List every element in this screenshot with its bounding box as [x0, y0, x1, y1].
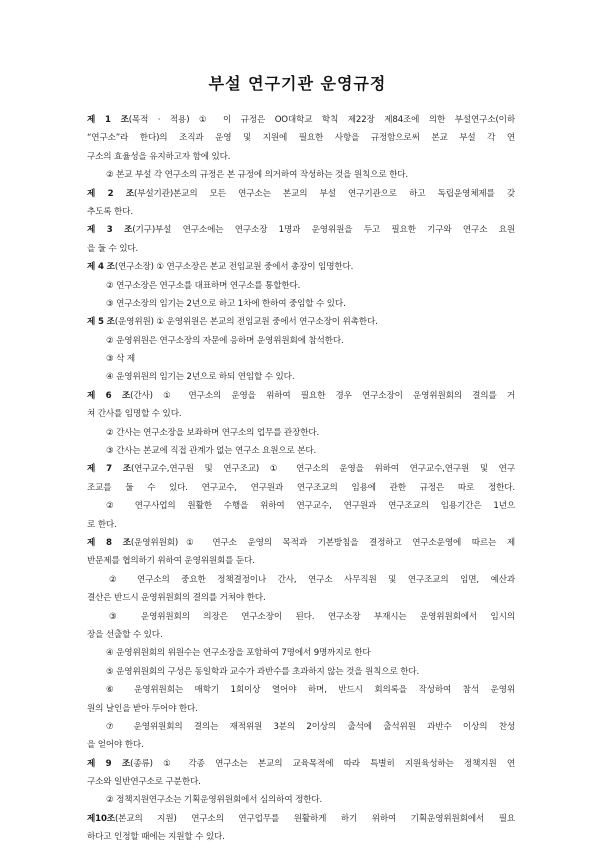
text-line	[87, 552, 515, 570]
text-line	[87, 387, 515, 405]
line-text: ⑥ 운영위원회는 매학기 1회이상 열어야 하며, 반드시 회의록을 작성하여 참석 운영위	[106, 685, 515, 696]
line-text: (연구교수,연구원 및 연구조교) ① 연구소의 운영을 위하여 연구교수,연구원 및 연구	[130, 464, 515, 475]
line-text: 구소와 일반연구소로 구분한다.	[87, 777, 201, 788]
article-number: 제 6 조	[87, 390, 131, 401]
text-line	[87, 700, 515, 718]
text-line	[87, 166, 515, 184]
text-line	[87, 129, 515, 147]
text-line	[87, 810, 515, 828]
line-text: ⑦ 운영위원회의 결의는 재적위원 3분의 2이상의 출석에 출석위원 과반수 이상의 찬성	[106, 721, 515, 732]
line-text: ③ 운영위원회의 의장은 연구소장이 된다. 연구소장 부재시는 운영위원회에서 임시의	[109, 611, 515, 622]
page-title: 부설 연구기관 운영규정	[208, 74, 387, 93]
line-text: (연구소장) ① 연구소장은 본교 전임교원 중에서 총장이 임명한다.	[114, 262, 354, 273]
text-line	[87, 571, 515, 589]
line-text: 추도록 한다.	[87, 206, 133, 217]
text-line	[87, 663, 515, 681]
line-text: ③ 간사는 본교에 직접 관계가 없는 연구소 요원으로 본다.	[106, 446, 317, 457]
line-text: (운영위원) ① 운영위원은 본교의 전임교원 중에서 연구소장이 위촉한다.	[114, 317, 378, 328]
text-line	[87, 791, 515, 809]
line-text: ② 운영위원은 연구소장의 자문에 응하며 운영위원회에 참석한다.	[106, 335, 344, 346]
line-text: 하다고 인정할 때에는 지원할 수 있다.	[87, 832, 225, 843]
text-line	[87, 736, 515, 754]
text-line	[87, 405, 515, 423]
text-line	[87, 277, 515, 295]
line-text: 로 한다.	[87, 519, 117, 530]
line-text: 결산은 반드시 운영위원회의 결의를 거쳐야 한다.	[87, 593, 266, 604]
text-line	[87, 424, 515, 442]
line-text: (종류) ① 각종 연구소는 본교의 교육목적에 따라 특별히 지원육성하는 정책지원 연	[130, 758, 515, 769]
text-line	[87, 497, 515, 515]
text-line	[87, 295, 515, 313]
text-line	[87, 681, 515, 699]
text-line	[87, 258, 515, 276]
text-line	[87, 755, 515, 773]
article-number: 제 8 조	[87, 537, 131, 548]
text-line	[87, 368, 515, 386]
regulation-body	[87, 111, 515, 847]
text-line	[87, 332, 515, 350]
line-text: ③ 연구소장의 임기는 2년으로 하고 1차에 한하여 중임할 수 있다.	[106, 298, 346, 309]
line-text: (부설기관)본교의 모든 연구소는 본교의 부설 연구기관으로 하고 독립운영체제를 갖	[134, 188, 515, 199]
text-line	[87, 773, 515, 791]
text-line	[87, 240, 515, 258]
line-text: ② 연구사업의 원활한 수행을 위하여 연구교수, 연구원과 연구조교의 임용기간은 1년으	[106, 501, 515, 512]
line-text: (간사) ① 연구소의 운영을 위하여 필요한 경우 연구소장이 운영위원회의 결의를 거	[130, 390, 515, 401]
article-number: 제 3 조	[87, 225, 133, 236]
line-text: ④ 운영위원회의 위원수는 연구소장을 포함하여 7명에서 9명까지로 한다	[106, 648, 371, 659]
line-text: ② 간사는 연구소장을 보좌하며 연구소의 업무를 관장한다.	[106, 427, 320, 438]
line-text: ② 본교 부설 각 연구소의 규정은 본 규정에 의거하여 작성하는 것을 원칙으로 한다.	[106, 170, 408, 181]
text-line	[87, 479, 515, 497]
article-number: 제 5 조	[87, 317, 115, 328]
line-text: ⑤ 운영위원회의 구성은 동일학과 교수가 과반수를 초과하지 않는 것을 원칙으로 한다.	[106, 666, 420, 677]
article-number: 제 7 조	[87, 464, 131, 475]
text-line	[87, 111, 515, 129]
text-line	[87, 626, 515, 644]
text-line	[87, 718, 515, 736]
text-line	[87, 608, 515, 626]
text-line	[87, 460, 515, 478]
line-text: ② 연구소장은 연구소를 대표하며 연구소를 통할한다.	[106, 280, 301, 291]
line-text: 장을 선출할 수 있다.	[87, 629, 163, 640]
line-text: 을 얻어야 한다.	[87, 740, 144, 751]
text-line	[87, 644, 515, 662]
text-line	[87, 350, 515, 368]
line-text: 을 둘 수 있다.	[87, 243, 139, 254]
line-text: 구소의 효율성을 유지하고자 함에 있다.	[87, 151, 231, 162]
line-text: ② 연구소의 중요한 정책결정이나 간사, 연구소 사무직원 및 연구조교의 임면, 예산과	[109, 574, 515, 585]
text-line	[87, 221, 515, 239]
article-number: 제 2 조	[87, 188, 135, 199]
text-line	[87, 828, 515, 846]
line-text: (본교의 지원) 연구소의 연구업무를 원활하게 하기 위하여 기획운영위원회에서 필요	[114, 813, 515, 824]
line-text: (목적 · 적용) ① 이 규정은 OO대학교 학칙 제22장 제84조에 의한 부설연구소(이하	[128, 115, 515, 125]
article-number: 제 9 조	[87, 758, 131, 769]
article-number: 제10조	[87, 813, 115, 824]
line-text: 쳐 간사를 임명할 수 있다.	[87, 409, 182, 420]
line-text: 조교를 둘 수 있다. 연구교수, 연구원과 연구조교의 임용에 관한 규정은 따로 정한다.	[87, 482, 515, 493]
line-text: ④ 운영위원의 임기는 2년으로 하되 연임할 수 있다.	[106, 372, 295, 383]
text-line	[87, 185, 515, 203]
text-line	[87, 534, 515, 552]
text-line	[87, 313, 515, 331]
text-line	[87, 516, 515, 534]
line-text: “연구소”라 한다)의 조직과 운영 및 지원에 필요한 사항을 규정함으로써 본교 부설 각 연	[87, 133, 515, 144]
line-text: 원의 날인을 받아 두어야 한다.	[87, 703, 198, 714]
line-text: 반문제를 협의하기 위하여 운영위원회를 둔다.	[87, 556, 255, 567]
text-line	[87, 148, 515, 166]
line-text: (기구)부설 연구소에는 연구소장 1명과 운영위원을 두고 필요한 기구와 연구소 요원	[132, 225, 515, 236]
text-line	[87, 589, 515, 607]
line-text: (운영위원회)① 연구소 운영의 목적과 기본방침을 결정하고 연구소운영에 따르는 제	[130, 537, 515, 548]
text-line	[87, 442, 515, 460]
article-number: 제 1 조	[87, 115, 129, 125]
line-text: ③ 삭 제	[106, 354, 136, 365]
line-text: ② 정책지원연구소는 기획운영위원회에서 심의하여 정한다.	[106, 795, 323, 806]
text-line	[87, 203, 515, 221]
article-number: 제 4 조	[87, 262, 115, 273]
